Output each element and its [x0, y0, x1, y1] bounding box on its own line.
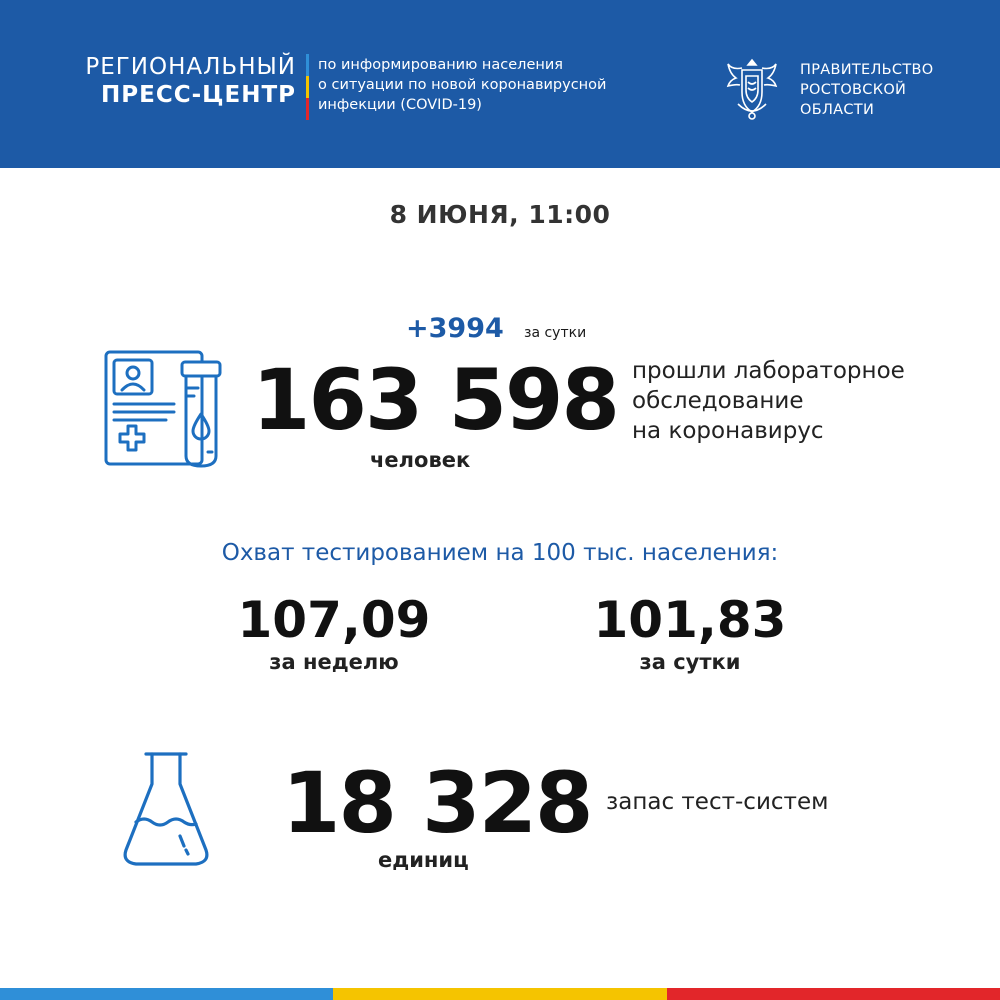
medical-document-test-tube-icon	[104, 348, 228, 470]
description-line: на коронавирус	[632, 418, 824, 444]
tests-delta-note: за сутки	[524, 325, 587, 341]
brand-line-2: ПРЕСС-ЦЕНТР	[101, 82, 296, 109]
coverage-day	[570, 590, 810, 674]
coverage-week	[214, 590, 454, 674]
subtitle-line: о ситуации по новой коронавирусной	[318, 77, 607, 93]
tests-total: 163 598	[252, 351, 618, 449]
gov-line: ОБЛАСТИ	[800, 102, 875, 118]
stock-value: 18 328	[282, 754, 592, 852]
footer-tricolor-bar	[0, 988, 1000, 1000]
coverage-day-label: за сутки	[639, 650, 741, 674]
tests-delta: +3994	[406, 313, 504, 344]
press-center-subtitle	[318, 55, 678, 115]
coverage-title: Охват тестированием на 100 тыс. населения:	[221, 540, 779, 566]
report-date: 8 ИЮНЯ, 11:00	[389, 200, 611, 229]
gov-line: РОСТОВСКОЙ	[800, 82, 907, 98]
subtitle-line: инфекции (COVID-19)	[318, 97, 482, 113]
government-title	[800, 60, 933, 120]
coat-of-arms-icon	[724, 54, 780, 124]
gov-line: ПРАВИТЕЛЬСТВО	[800, 62, 934, 78]
flask-icon	[120, 750, 212, 870]
tests-unit: человек	[370, 448, 471, 472]
brand-line-1: РЕГИОНАЛЬНЫЙ	[85, 54, 296, 80]
header-banner	[0, 0, 1000, 168]
stock-unit: единиц	[378, 848, 469, 872]
tricolor-divider	[306, 54, 309, 120]
coverage-week-value: 107,09	[237, 591, 431, 649]
tests-description	[632, 356, 905, 446]
subtitle-line: по информированию населения	[318, 57, 563, 73]
stock-description: запас тест-систем	[606, 789, 829, 815]
description-line: обследование	[632, 388, 804, 414]
press-center-logo	[85, 55, 296, 107]
description-line: прошли лабораторное	[632, 358, 905, 384]
coverage-day-value: 101,83	[593, 591, 787, 649]
coverage-week-label: за неделю	[269, 650, 399, 674]
